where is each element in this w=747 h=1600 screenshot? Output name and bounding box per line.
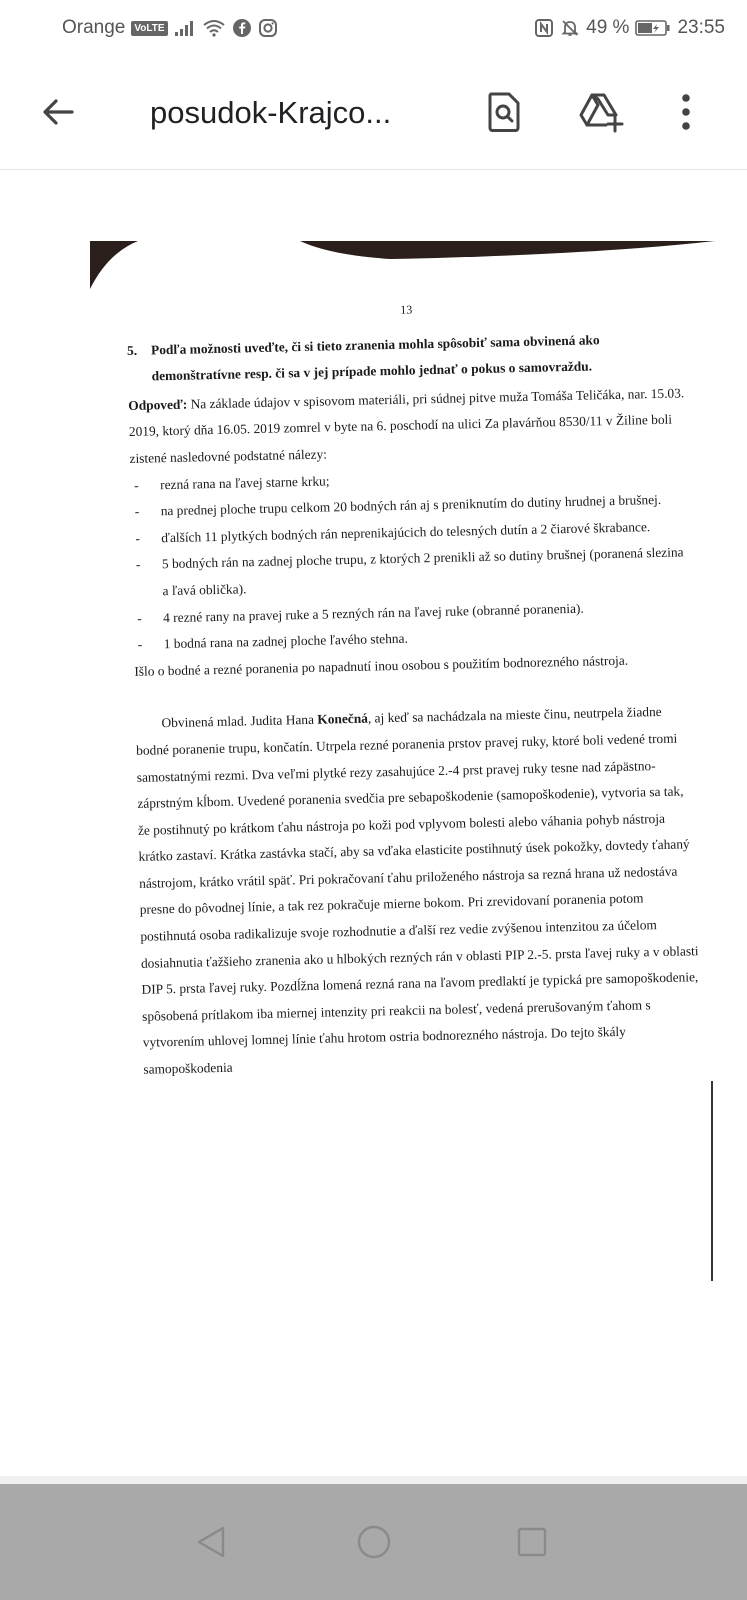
battery-icon (635, 19, 671, 37)
pdf-page (90, 241, 730, 1321)
signal-icon (174, 19, 196, 37)
volte-badge: VoLTE (131, 21, 167, 36)
system-nav-bar (0, 1484, 747, 1600)
search-in-document-icon (485, 91, 523, 133)
circle-home-icon (356, 1524, 392, 1560)
nav-recents-button[interactable] (510, 1520, 554, 1564)
question-number: 5. (126, 342, 138, 358)
nfc-icon (534, 18, 554, 38)
list-item: - rezná rana na ľavej starne krku; (133, 472, 330, 493)
nav-back-button[interactable] (190, 1520, 234, 1564)
back-button[interactable] (36, 90, 80, 134)
list-item: - 5 bodných rán na zadnej ploche trupu, z ktorých 2 prenikli až so dutiny brušnej (poranená slezina a ľavá oblička). (135, 544, 684, 599)
triangle-back-icon (196, 1525, 228, 1559)
document-title: posudok-Krajco... (150, 95, 392, 130)
scanned-page (90, 241, 730, 1321)
facebook-icon (232, 18, 252, 38)
paragraph: Obvinená mlad. Judita Hana Konečná, aj keď sa nachádzala na mieste činu, neutrpela žiadne bodné poranenie trupu, končatín. Utrpela rezné poranenia prstov pravej ruky, ktoré boli vedené tromi samostatnými rezmi. Dva veľmi plytké rezy zasahujúce 2.-4 prst pravej ruky tesne nad zápästno-záprstným kĺbom. Uvedené poranenia svedčia pre sebapoškodenie (samopoškodenie), vytvoria sa tak, že postihnutý po krátkom ťahu nástroja po koži pod vplyvom bolesti alebo váhania pohyb nástroja krátko zastaví. Krátka zastávka stačí, aby sa vďaka elasticite postihnutý úsek pokožky, dovtedy ťahaný nástrojom, krátko vrátil späť. Pri pokračovaní ťahu priloženého nástroja sa rezná hrana už nedostáva presne do pôvodnej línie, a tak rez pokračuje mierne bokom. Pri zrevidovaní poranenia potom postihnutá osoba radikalizuje svoje rozhodnutie a ďalší rez vedie zvýšenou intenzitou za účelom dosiahnutia ťažšieho zranenia ako u hlbokých rezných rán v oblasti PIP 2.-5. prsta ľavej ruky a v oblasti DIP 5. prsta ľavej ruky. Pozdĺžna lomená rezná rana na ľavom predlaktí je typická pre samopoškodenie, spôsobená prítlakom iba miernej intenzity pri reakcii na bolesť, vedená prerušovaným ťahom s vytvorením uhlovej lomnej línie ťahu hrotom ostria bodnorezného nástroja. Do tejto škály samopoškodenia (135, 704, 699, 1077)
answer-text: Na základe údajov v spisovom materiáli, pri súdnej pitve muža Tomáša Teličáka, nar. 15.03. 2019, ktorý dňa 16.05. 2019 zomrel v byte na 6. poschodí na ulici Za plavárňou 8530/11 v Žiline boli zistené nasledovné podstatné nálezy: (128, 385, 685, 466)
pdf-viewer[interactable] (0, 171, 747, 1476)
search-in-document-button[interactable] (480, 88, 528, 136)
mute-bell-icon (560, 18, 580, 38)
square-recents-icon (516, 1526, 548, 1558)
more-options-button[interactable] (662, 88, 710, 136)
question (127, 325, 688, 391)
add-to-drive-icon (578, 91, 626, 133)
list-item: - 4 rezné rany na pravej ruke a 5 rezných rán na ľavej ruke (obranné poranenia). (136, 600, 584, 626)
arrow-back-icon (40, 94, 76, 130)
page-number: 13 (400, 302, 413, 317)
question-text: Podľa možnosti uveďte, či si tieto zranenia mohla spôsobiť sama obvinená ako demonštratívne resp. či sa v jej prípade mohlo jednať o pokus o samovraždu. (150, 331, 600, 384)
viewer-bottom-gutter (0, 1476, 747, 1484)
wifi-icon (202, 19, 226, 37)
status-left (62, 17, 278, 39)
battery-percent: 49 % (586, 17, 630, 38)
list-item: - na prednej ploche trupu celkom 20 bodných rán aj s preniknutím do dutiny hrudnej a brušnej. (134, 492, 662, 520)
scan-right-edge (710, 1081, 716, 1281)
add-to-drive-button[interactable] (578, 88, 626, 136)
list-item: - 1 bodná rana na zadnej ploche ľavého stehna. (137, 630, 408, 652)
document-text (126, 290, 704, 1083)
status-right (534, 17, 725, 39)
app-bar (0, 56, 747, 170)
instagram-icon (258, 18, 278, 38)
more-vert-icon (681, 93, 691, 131)
name-bold: Konečná (317, 710, 369, 728)
carrier-label: Orange (62, 17, 126, 38)
list-item: - ďalších 11 plytkých bodných rán neprenikajúcich do telesných dutín a 2 čiarové škrabance. (135, 518, 651, 546)
status-bar (0, 0, 747, 56)
nav-home-button[interactable] (352, 1520, 396, 1564)
conclusion: Išlo o bodné a rezné poranenia po napadnutí inou osobou s použitím bodnorezného nástroja. (134, 652, 629, 679)
clock: 23:55 (677, 17, 725, 38)
answer-paragraph (128, 380, 690, 472)
answer-label: Odpoveď: (128, 396, 188, 413)
findings-list (130, 460, 694, 659)
